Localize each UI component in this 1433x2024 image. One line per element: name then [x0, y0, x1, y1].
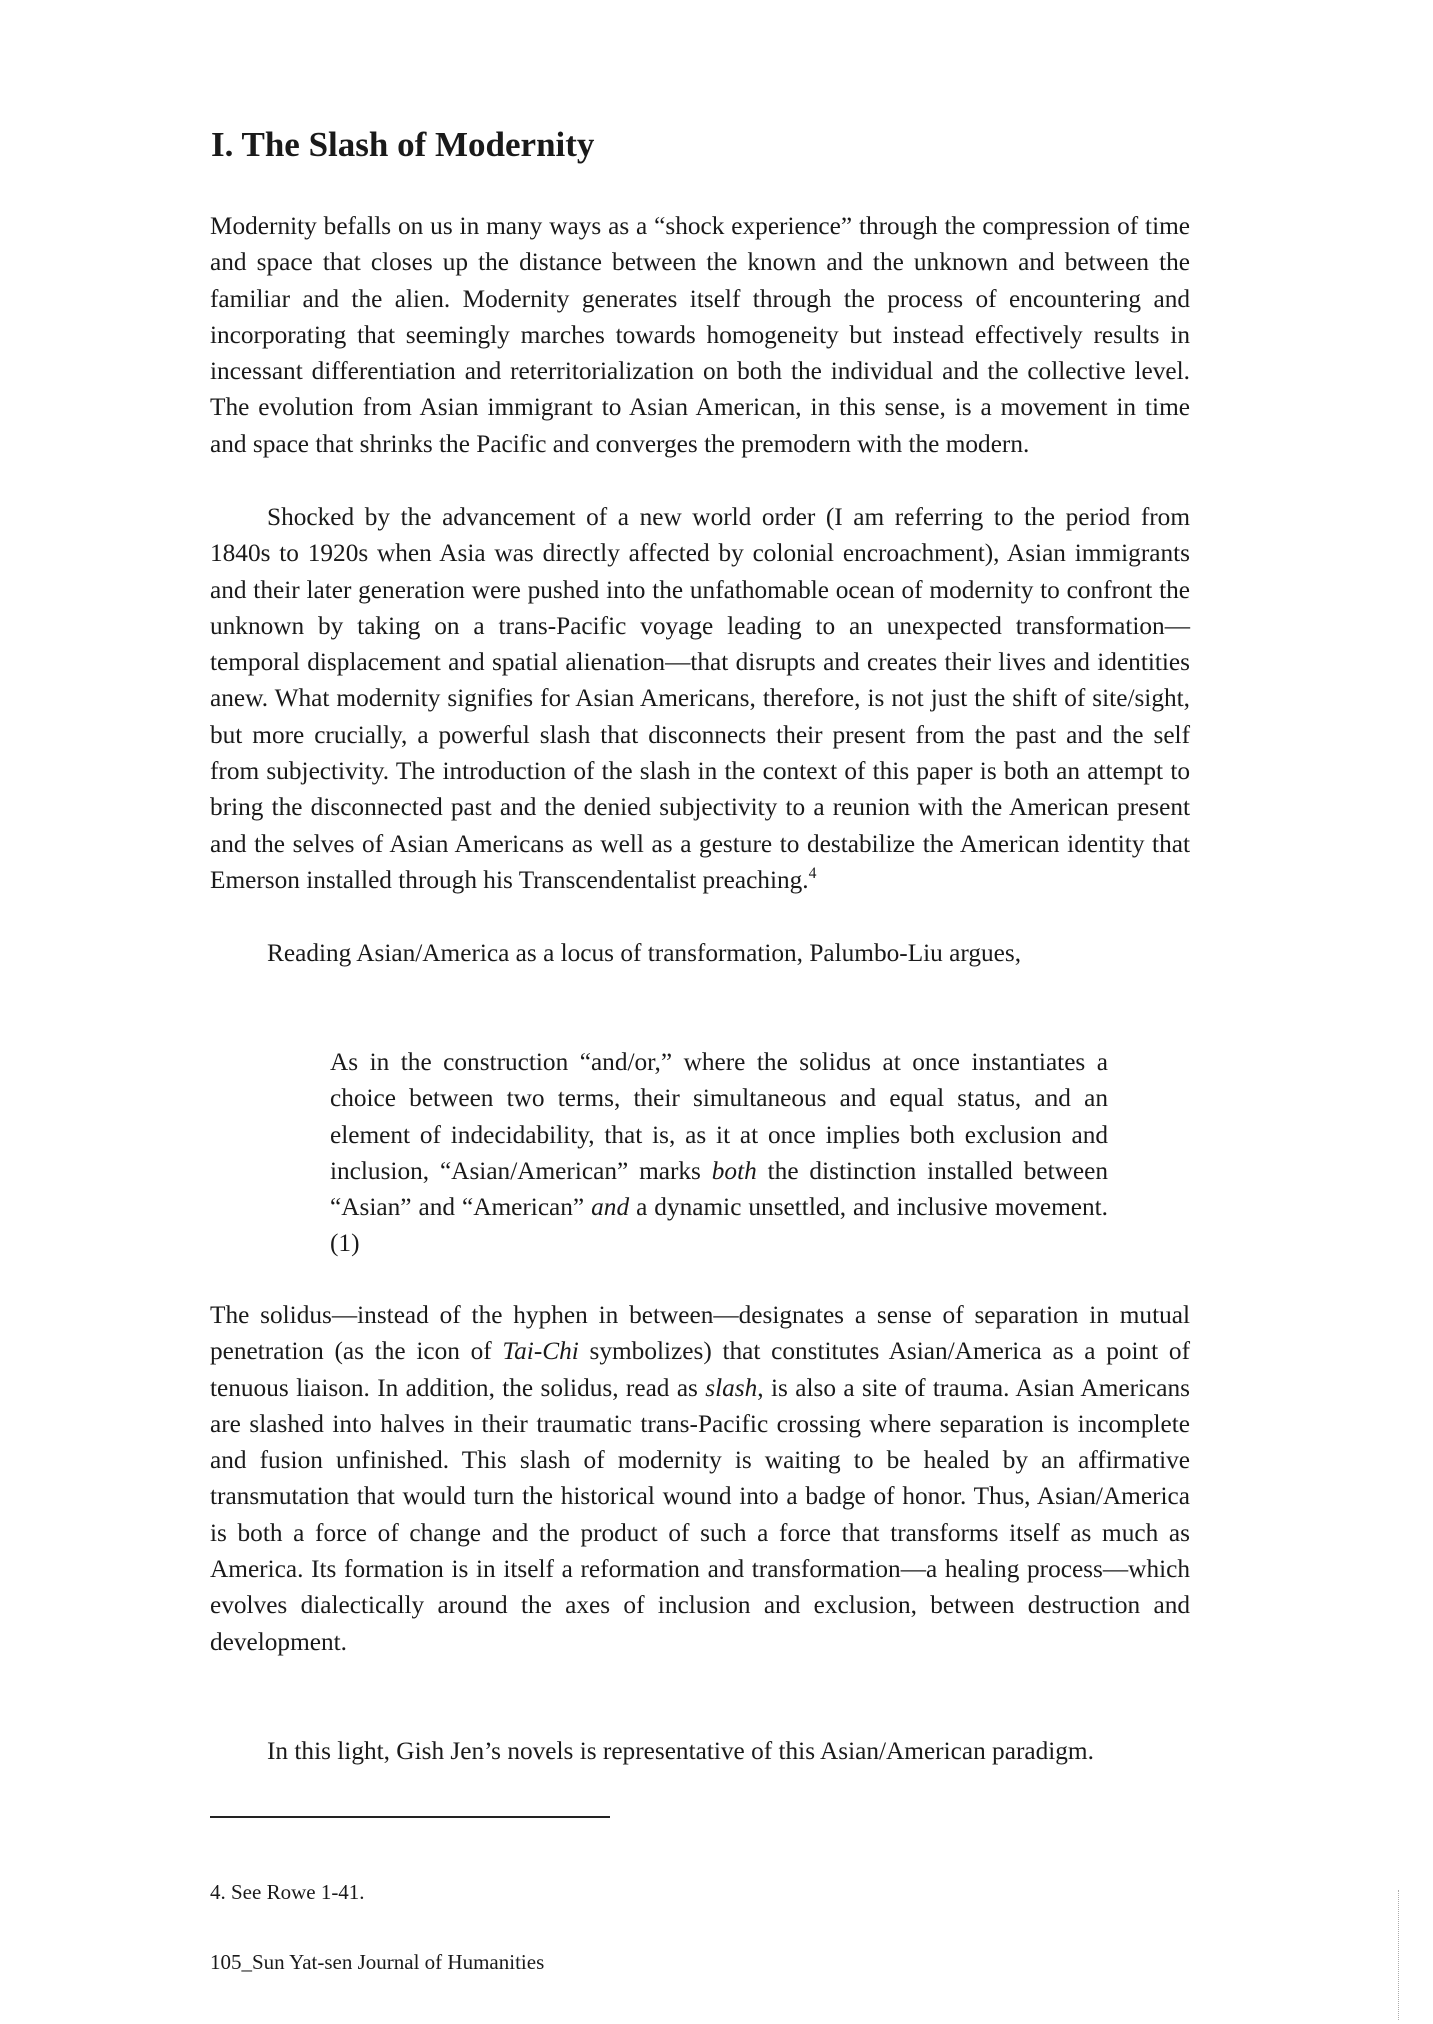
paragraph-4-text-1: The solidus—instead of the hyphen in between—designates a sense of separation in mutual penetration (as the icon of — [210, 1301, 1190, 1366]
scan-edge-mark — [1398, 1890, 1399, 2020]
paragraph-3: Reading Asian/America as a locus of transformation, Palumbo-Liu argues, — [267, 939, 1022, 967]
section-heading: I. The Slash of Modernity — [211, 125, 595, 164]
paragraph-2-text: Shocked by the advancement of a new world order (I am referring to the period from 1840s to 1920s when Asia was directly affected by colonial encroachment), Asian immigrants and their later generation were pushed into the unfathomable ocean of modernity to confront the unknown by taking on a trans-Pacific voyage leading to an unexpected transformation—temporal displacement and spatial alienation—that disrupts and creates their lives and identities anew. What modernity signifies for Asian Americans, therefore, is not just the shift of site/sight, but more crucially, a powerful slash that disconnects their present from the past and the self from subjectivity. The introduction of the slash in the context of this paper is both an attempt to bring the disconnected past and the denied subjectivity to a reunion with the American present and the selves of Asian Americans as well as a gesture to destabilize the American identity that Emerson installed through his Transcendentalist preaching. — [210, 503, 1190, 894]
paragraph-4 — [210, 1297, 1190, 1660]
paragraph-2 — [210, 499, 1190, 898]
quote-emphasis-and: and — [591, 1193, 630, 1222]
quote-text-3: a dynamic unsettled, and inclusive movement. (1) — [330, 1193, 1108, 1258]
quote-text-2: the distinction installed between “Asian” and “American” — [330, 1156, 1108, 1222]
footnote-reference[interactable]: 4 — [808, 864, 817, 882]
block-quote — [330, 1044, 1108, 1262]
paragraph-4-text-3: , is also a site of trauma. Asian Americans are slashed into halves in their traumatic trans-Pacific crossing where separation is incomplete and fusion unfinished. This slash of modernity is waiting to be healed by an affirmative transmutation that would turn the historical wound into a badge of honor. Thus, Asian/America is both a force of change and the product of such a force that transforms itself as much as America. Its formation is in itself a reformation and transformation—a healing process—which evolves dialectically around the axes of inclusion and exclusion, between destruction and development. — [210, 1373, 1190, 1656]
emphasis-slash: slash — [705, 1373, 758, 1402]
page-footer: 105_Sun Yat-sen Journal of Humanities — [210, 1950, 545, 1974]
quote-text-1: As in the construction “and/or,” where the solidus at once instantiates a choice between two terms, their simultaneous and equal status, and an element of indecidability, that is, as it at once implies both exclusion and inclusion, “Asian/American” marks — [330, 1048, 1108, 1185]
paragraph-1: Modernity befalls on us in many ways as a “shock experience” through the compression of time and space that closes up the distance between the known and the unknown and between the familiar and the alien. Modernity generates itself through the process of encountering and incorporating that seemingly marches towards homogeneity but instead effectively results in incessant differentiation and reterritorialization on both the individual and the collective level. The evolution from Asian immigrant to Asian American, in this sense, is a movement in time and space that shrinks the Pacific and converges the premodern with the modern. — [210, 212, 1190, 458]
footnote-divider — [210, 1816, 610, 1818]
emphasis-tai-chi: Tai-Chi — [502, 1337, 579, 1366]
paragraph-4-text-2: symbolizes) that constitutes Asian/America as a point of tenuous liaison. In addition, the solidus, read as — [210, 1337, 1190, 1402]
quote-emphasis-both: both — [711, 1156, 757, 1185]
footnote-4: 4. See Rowe 1-41. — [210, 1880, 365, 1904]
paragraph-5: In this light, Gish Jen’s novels is representative of this Asian/American paradigm. — [267, 1737, 1094, 1765]
